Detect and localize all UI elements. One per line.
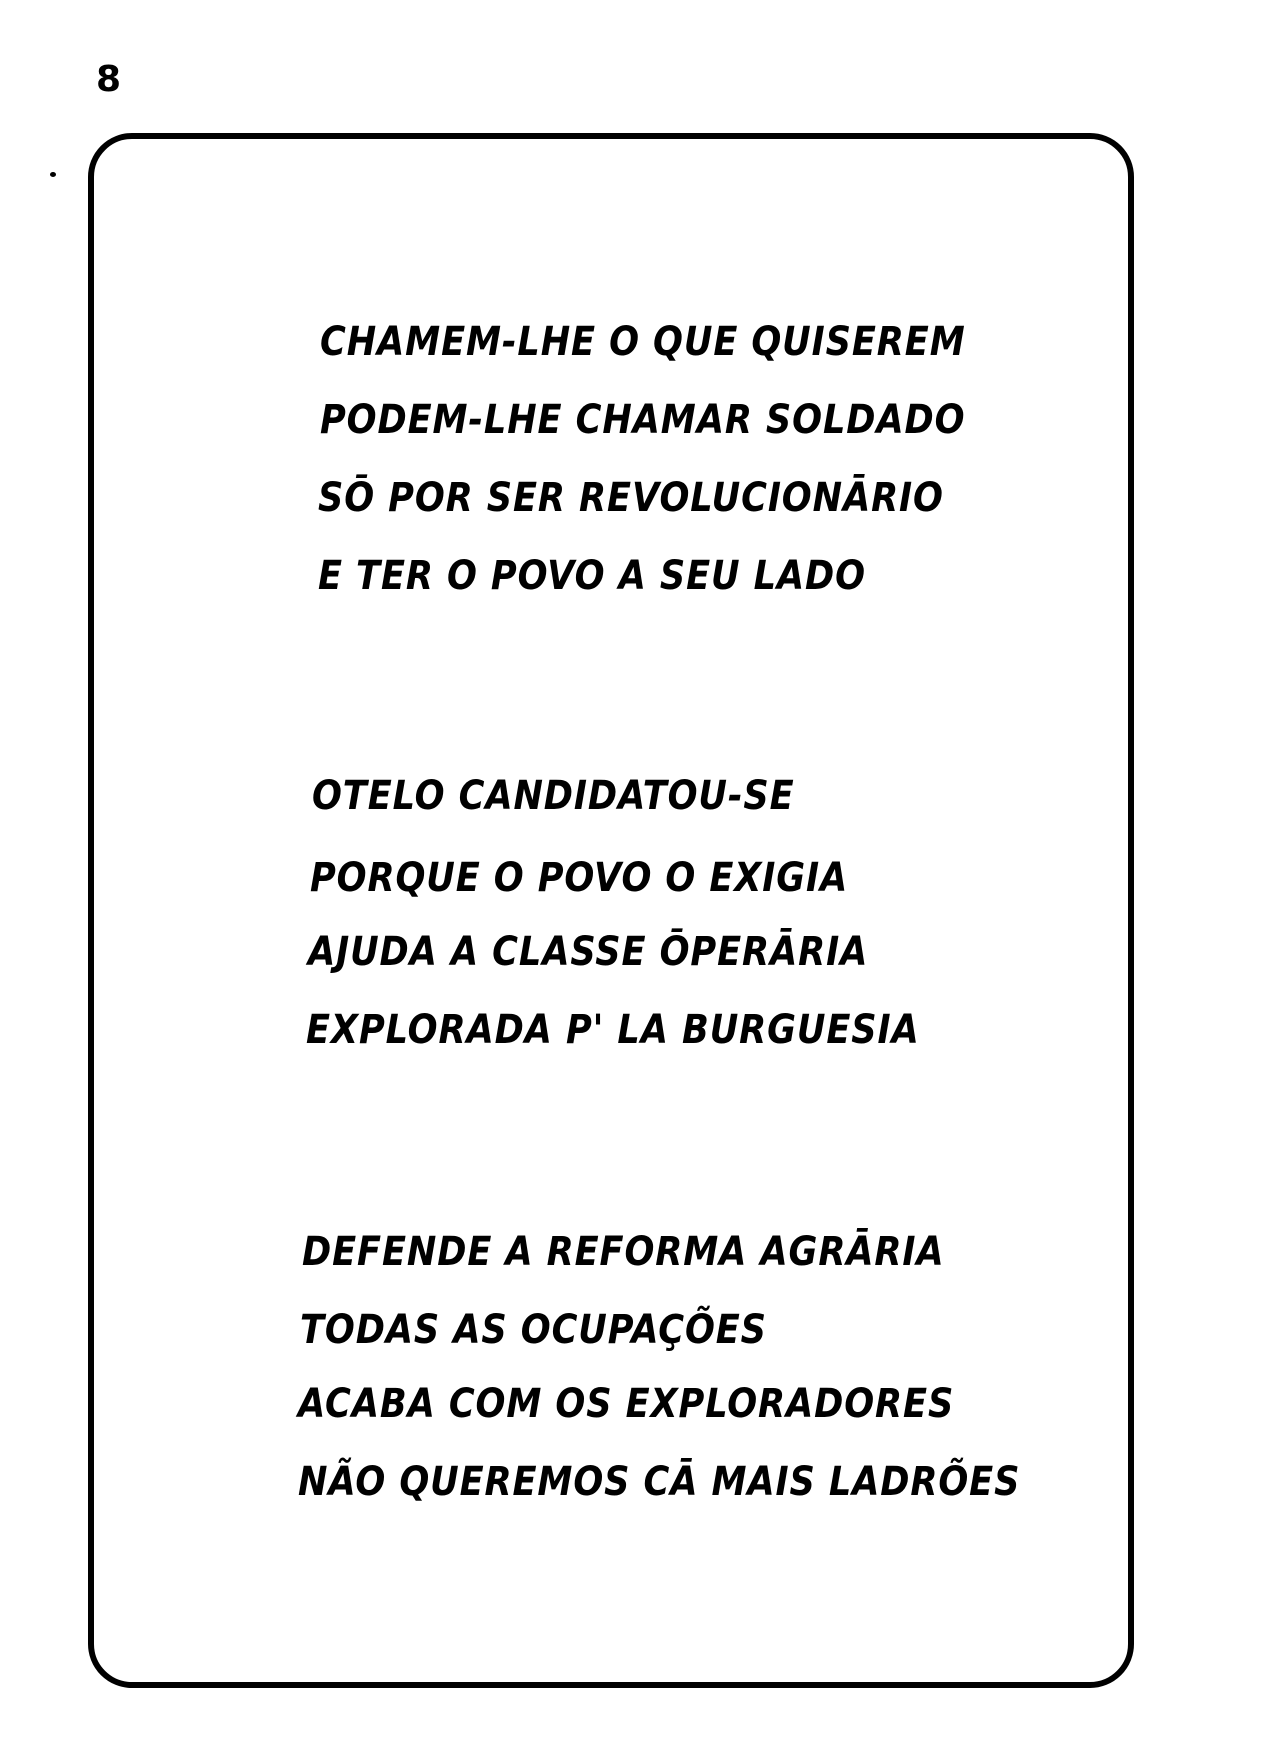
page-number: 8 <box>96 59 122 100</box>
stanza-3-line-1: DEFENDE A REFORMA AGRĀRIA <box>302 1229 945 1275</box>
stanza-1-line-4: E TER O POVO A SEU LADO <box>318 553 866 599</box>
stanza-1-line-2: PODEM-LHE CHAMAR SOLDADO <box>320 397 966 443</box>
stanza-3-line-2: TODAS AS OCUPAÇÕES <box>300 1307 767 1353</box>
stanza-2-line-2: PORQUE O POVO O EXIGIA <box>310 855 849 901</box>
stanza-1-line-1: CHAMEM-LHE O QUE QUISEREM <box>320 319 966 365</box>
stanza-2-line-4: EXPLORADA P' LA BURGUESIA <box>306 1007 920 1053</box>
stray-mark <box>50 172 56 177</box>
poem-frame <box>88 133 1134 1688</box>
stanza-2-line-1: OTELO CANDIDATOU-SE <box>312 773 795 819</box>
stanza-3-line-4: NÃO QUEREMOS CĀ MAIS LADRÕES <box>298 1459 1021 1505</box>
stanza-3-line-3: ACABA COM OS EXPLORADORES <box>298 1381 955 1427</box>
stanza-1-line-3: SŌ POR SER REVOLUCIONĀRIO <box>318 475 944 521</box>
stanza-2-line-3: AJUDA A CLASSE ŌPERĀRIA <box>308 929 869 975</box>
